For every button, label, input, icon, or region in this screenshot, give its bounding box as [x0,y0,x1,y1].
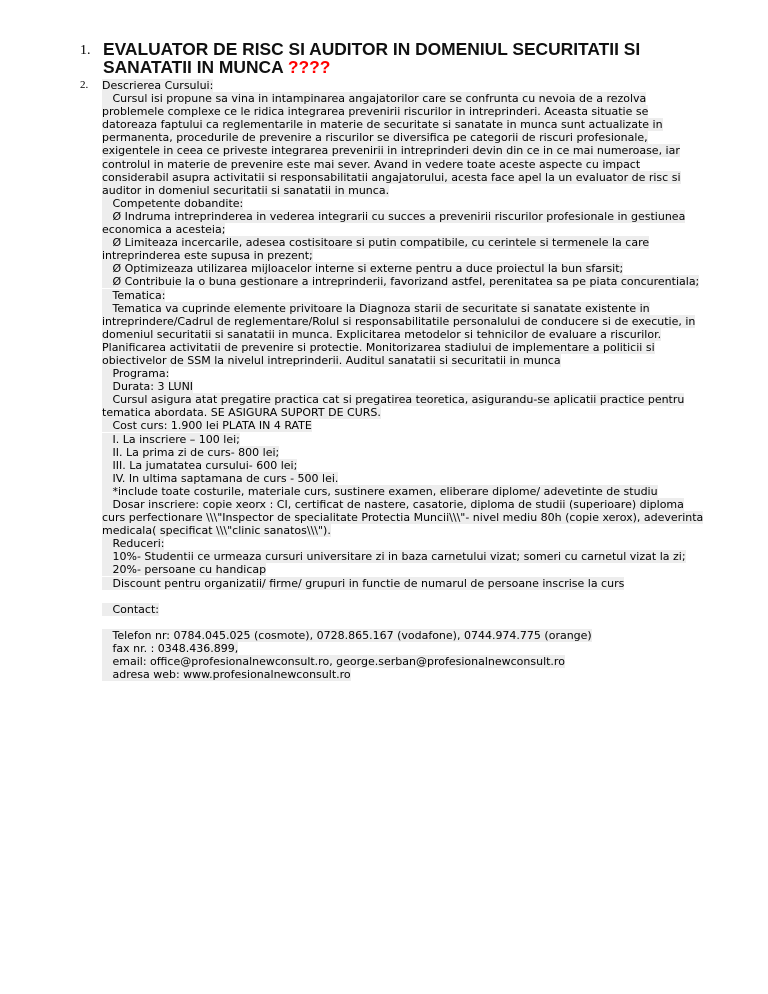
text-line-content: tematica abordata. SE ASIGURA SUPORT DE CURS. [102,406,381,420]
text-line [102,158,732,171]
text-line [102,354,732,367]
text-line [102,236,732,249]
text-line [102,184,732,197]
text-line-content: III. La jumatatea cursului- 600 lei; [102,458,298,472]
text-line [102,498,732,511]
text-line-content: adresa web: www.profesionalnewconsult.ro [102,668,351,682]
text-line-content: *include toate costurile, materiale curs, sustinere examen, eliberare diplome/ adevetinte de studiu [102,484,658,498]
title-line-2: SANATATII IN MUNCA [103,57,284,77]
text-line-content: medicala( specificat \\\"clinic sanatos\\\"). [102,524,331,538]
text-line-content: permanenta, procedurile de prevenire a riscurilor se diversifica pe categorii de riscuri profesionale, [102,131,648,145]
text-line-content: Programa: [102,367,170,381]
text-line [102,92,732,105]
text-line-content: I. La inscriere – 100 lei; [102,432,240,446]
text-line-content: Tematica: [102,288,166,302]
text-line-content: economica a acesteia; [102,223,226,237]
text-line-content: email: office@profesionalnewconsult.ro, george.serban@profesionalnewconsult.ro [102,655,565,669]
text-line-content: fax nr. : 0348.436.899, [102,642,239,656]
text-line [102,550,732,563]
text-line [102,668,732,681]
text-line [102,223,732,236]
text-line [102,446,732,459]
text-line [102,302,732,315]
text-line [102,105,732,118]
text-line [102,144,732,157]
text-line [102,393,732,406]
text-line-content: Reduceri: [102,537,165,551]
text-line-content: domeniul securitatii si sanatatii in munca. Explicitarea metodelor si tehnicilor de evaluare a riscurilor. [102,327,662,341]
text-line-content: II. La prima zi de curs- 800 lei; [102,445,280,459]
course-description [102,79,732,681]
text-line [102,485,732,498]
text-line-content: Cursul asigura atat pregatire practica cat si pregatirea teoretica, asigurandu-se aplicatii practice pentru [102,393,685,407]
text-line [102,315,732,328]
text-line [102,131,732,144]
text-line-content: Ø Contribuie la o buna gestionare a intreprinderii, favorizand astfel, perenitatea sa pe piata concurentiala; [102,275,700,289]
text-line [102,210,732,223]
text-line [102,603,732,616]
text-line [102,367,732,380]
text-line-content: Discount pentru organizatii/ firme/ grupuri in functie de numarul de persoane inscrise la curs [102,576,625,590]
text-line-content: Cursul isi propune sa vina in intampinarea angajatorilor care se confrunta cu nevoia de a rezolva [102,92,647,106]
text-line-content: Cost curs: 1.900 lei PLATA IN 4 RATE [102,419,312,433]
text-line-content: Durata: 3 LUNI [102,380,194,394]
text-line-content: problemele complexe ce le ridica integrarea prevenirii riscurilor in intreprinderi. Aceasta situatie se [102,105,649,119]
text-line-content: Tematica va cuprinde elemente privitoare la Diagnoza starii de securitate si sanatate existente in [102,301,650,315]
text-line [102,118,732,131]
text-line-content: considerabil asupra activitatii si responsabilitatii angajatorului, acesta face apel la un evaluator de risc si [102,170,681,184]
list-number-2: 2. [80,79,89,91]
text-line-content: exigentele in ceea ce priveste integrarea prevenirii in intreprinderi devin din ce in ce mai numeroase, iar [102,144,680,158]
title-question-marks: ???? [287,57,331,77]
text-line [102,459,732,472]
text-line-content: Ø Optimizeaza utilizarea mijloacelor interne si externe pentru a duce proiectul la bun sfarsit; [102,262,624,276]
text-line [102,629,732,642]
text-line [102,171,732,184]
text-line [102,275,732,288]
text-line [102,380,732,393]
title-line-1: EVALUATOR DE RISC SI AUDITOR IN DOMENIUL SECURITATII SI [103,39,641,59]
text-line [102,406,732,419]
text-line-content: 10%- Studentii ce urmeaza cursuri universitare zi in baza carnetului vizat; someri cu carnetul vizat la zi; [102,550,686,564]
text-line [102,289,732,302]
text-line [102,563,732,576]
text-line [102,642,732,655]
text-line-content: auditor in domeniul securitatii si sanatatii in munca. [102,183,390,197]
text-line-content: Ø Limiteaza incercarile, adesea costisitoare si putin compatibile, cu cerintele si termenele la care [102,236,650,250]
text-line-content: datoreaza faptului ca reglementarile in materie de securitate si sanatate in munca sunt actualizate in [102,118,663,132]
text-line [102,524,732,537]
text-line-content: Competente dobandite: [102,196,244,210]
text-line [102,419,732,432]
text-line-content: IV. In ultima saptamana de curs - 500 lei. [102,471,339,485]
text-line-content: Descrierea Cursului: [102,79,214,92]
page-title [103,40,743,76]
text-line-content: Planificarea activitatii de prevenire si protectie. Monitorizarea stadiului de implementare a politicii si [102,340,655,354]
text-line-content: intreprinderea este supusa in prezent; [102,249,313,263]
text-line [102,433,732,446]
text-line [102,537,732,550]
blank-line [102,616,732,629]
text-line [102,511,732,524]
text-line-content: obiectivelor de SSM la nivelul intreprinderii. Auditul sanatatii si securitatii in munca [102,353,561,367]
text-line-content: Telefon nr: 0784.045.025 (cosmote), 0728.865.167 (vodafone), 0744.974.775 (orange) [102,628,592,642]
text-line [102,249,732,262]
text-line-content: curs perfectionare \\\"Inspector de specialitate Protectia Muncii\\\"- nivel mediu 80h (copie xerox), adeverinta [102,511,704,525]
text-line [102,655,732,668]
text-line-content: 20%- persoane cu handicap [102,563,267,577]
text-line-content: controlul in materie de prevenire este mai sever. Avand in vedere toate aceste aspecte cu impact [102,157,641,171]
text-line-content: Ø Indruma intreprinderea in vederea integrarii cu succes a prevenirii riscurilor profesionale in gestiunea [102,209,686,223]
text-line [102,262,732,275]
text-line [102,197,732,210]
text-line-content: Contact: [102,602,159,616]
text-line [102,472,732,485]
list-number-1: 1. [80,43,91,58]
text-line-content: Dosar inscriere: copie xeorx : CI, certificat de nastere, casatorie, diploma de studii (superioare) diploma [102,498,684,511]
text-line-content: intreprindere/Cadrul de reglementare/Rolul si responsabilitatile personalului de conducere si de executie, in [102,314,696,328]
text-line [102,577,732,590]
text-line [102,79,732,92]
blank-line [102,590,732,603]
text-line [102,328,732,341]
text-line [102,341,732,354]
